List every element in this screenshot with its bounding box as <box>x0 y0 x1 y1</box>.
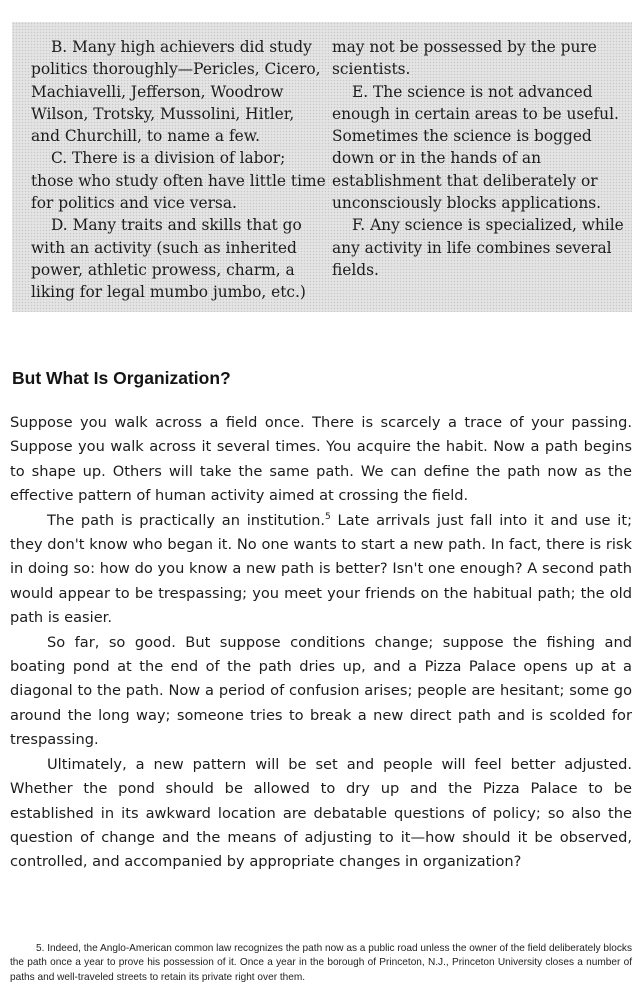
paragraph-path-institution <box>10 509 632 631</box>
sidebar-point-c: C. There is a division of labor; those who study often have little time for politics and vice versa. <box>31 149 326 213</box>
sidebar-point-d: D. Many traits and skills that go with an activity (such as inherited power, athletic prowess, charm, a liking for legal mumbo jumbo, etc.) <box>31 216 306 302</box>
sidebar-point-d-continued: may not be possessed by the pure scientists. <box>332 38 597 79</box>
section-heading: But What Is Organization? <box>12 368 231 388</box>
paragraph-conditions-change: So far, so good. But suppose conditions change; suppose the fishing and boating pond at the end of the path dries up, and a Pizza Palace opens up at a diagonal to the path. Now a period of confusion arises; people are hesitant; some go around the long way; someone tries to break a new direct path and is scolded for trespassing. <box>10 633 632 749</box>
shaded-sidebar-box <box>12 22 632 312</box>
sidebar-point-b: B. Many high achievers did study politics thoroughly—Pericles, Cicero, Machiavelli, Jefferson, Woodrow Wilson, Trotsky, Mussolini, Hitler, and Churchill, to name a few. <box>31 38 321 146</box>
institution-text-start: The path is practically an institution. <box>47 511 325 529</box>
section-body <box>10 411 632 875</box>
institution-text-rest: Late arrivals just fall into it and use it; they don't know who began it. No one wants to start a new path. In fact, there is risk in doing so: how do you know a new path is better? Isn't one enough? A second path would appear to be trespassing; you meet your friends on the habitual path; the old path is easier. <box>10 511 632 627</box>
sidebar-right-column <box>332 36 624 281</box>
footnote: 5. Indeed, the Anglo-American common law recognizes the path now as a public road unless the owner of the field deliberately blocks the path once a year to prove his possession of it. Once a year in the borough of Princeton, N.J., Princeton University closes a number of paths and well-traveled streets to retain its private right over them. <box>10 943 632 983</box>
sidebar-point-e: E. The science is not advanced enough in certain areas to be useful. Sometimes the science is bogged down or in the hands of an establishment that deliberately or unconsciously blocks applications. <box>332 82 619 213</box>
footnote-marker: 5 <box>325 511 331 522</box>
sidebar-point-f: F. Any science is specialized, while any activity in life combines several fields. <box>332 216 624 279</box>
paragraph-walk-across-field: Suppose you walk across a field once. There is scarcely a trace of your passing. Suppose you walk across it several times. You acquire the habit. Now a path begins to shape up. Others will take the same path. We can define the path now as the effective pattern of human activity aimed at crossing the field. <box>10 414 632 505</box>
sidebar-left-column <box>31 36 327 304</box>
paragraph-new-pattern: Ultimately, a new pattern will be set and people will feel better adjusted. Whether the pond should be allowed to dry up and the Pizza Palace to be established in its awkward location are debatable questions of policy; so also the question of change and the means of adjusting to it—how should it be observed, controlled, and accompanied by appropriate changes in organization? <box>10 755 632 871</box>
